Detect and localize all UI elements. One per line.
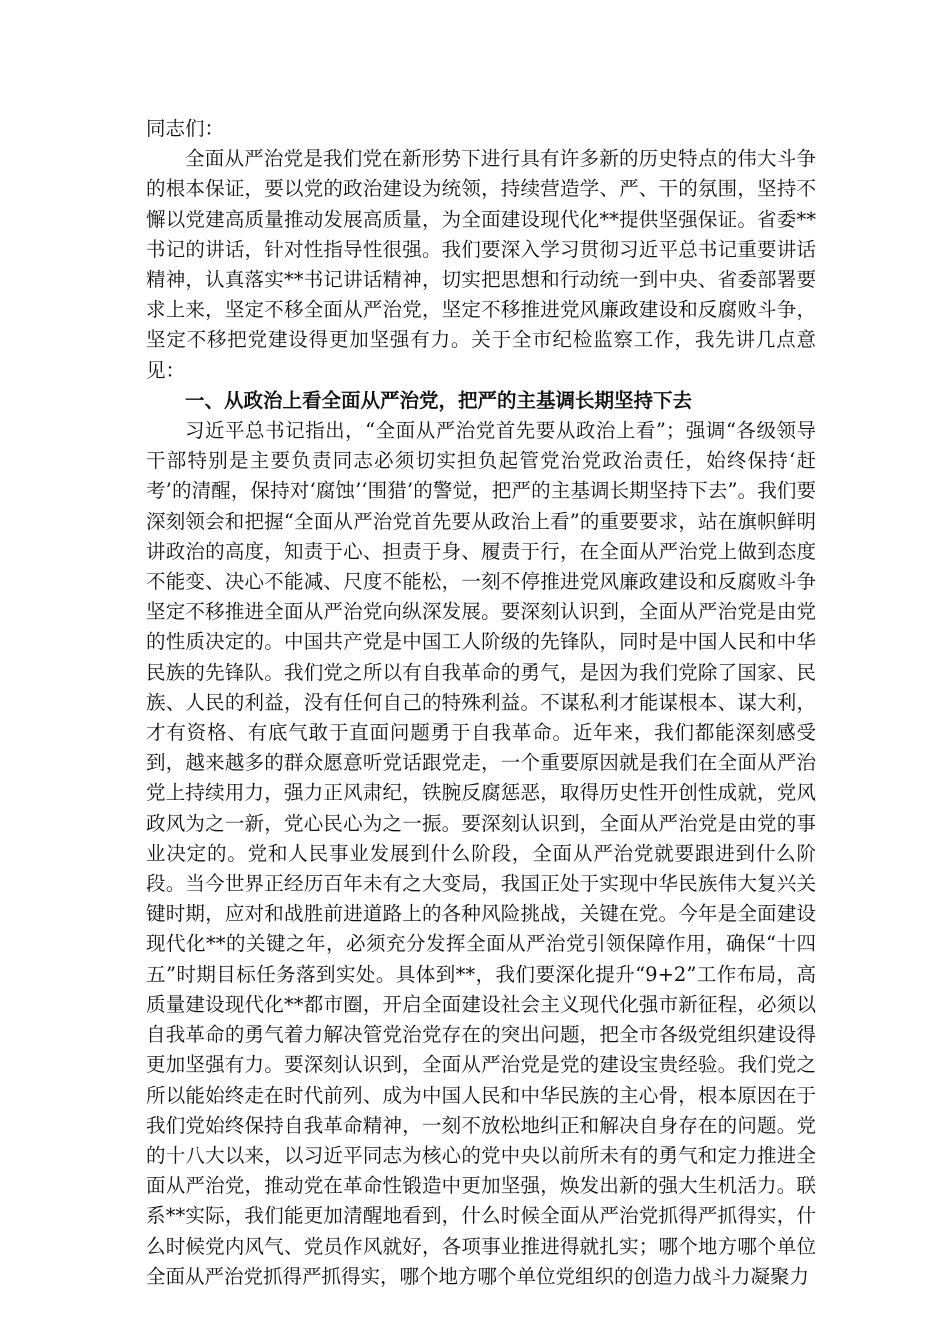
document-body: [146, 114, 816, 1292]
salutation: 同志们：: [146, 117, 225, 140]
intro-paragraph: 全面从严治党是我们党在新形势下进行具有许多新的历史特点的伟大斗争的根本保证，要以党的政治建设为统领，持续营造学、严、干的氛围，坚持不懈以党建高质量推动发展高质量，为全面建设现代化**提供坚强保证。省委**书记的讲话，针对性指导性很强。我们要深入学习贯彻习近平总书记重要讲话精神，认真落实**书记讲话精神，切实把思想和行动统一到中央、省委部署要求上来，坚定不移全面从严治党，坚定不移推进党风廉政建设和反腐败斗争，坚定不移把党建设得更加坚强有力。关于全市纪检监察工作，我先讲几点意见：: [146, 147, 816, 382]
section-paragraph: 习近平总书记指出，“全面从严治党首先要从政治上看”；强调“各级领导干部特别是主要负责同志必须切实担负起管党治党政治责任，始终保持‘赶考’的清醒，保持对‘腐蚀’‘围猎’的警觉，把严的主基调长期坚持下去”。我们要深刻领会和把握“全面从严治党首先要从政治上看”的重要要求，站在旗帜鲜明讲政治的高度，知责于心、担责于身、履责于行，在全面从严治党上做到态度不能变、决心不能减、尺度不能松，一刻不停推进党风廉政建设和反腐败斗争坚定不移推进全面从严治党向纵深发展。要深刻认识到，全面从严治党是由党的性质决定的。中国共产党是中国工人阶级的先锋队，同时是中国人民和中华民族的先锋队。我们党之所以有自我革命的勇气，是因为我们党除了国家、民族、人民的利益，没有任何自己的特殊利益。不谋私利才能谋根本、谋大利，才有资格、有底气敢于直面问题勇于自我革命。近年来，我们都能深刻感受到，越来越多的群众愿意听党话跟党走，一个重要原因就是我们在全面从严治党上持续用力，强力正风肃纪，铁腕反腐惩恶，取得历史性开创性成就，党风政风为之一新，党心民心为之一振。要深刻认识到，全面从严治党是由党的事业决定的。党和人民事业发展到什么阶段，全面从严治党就要跟进到什么阶段。当今世界正经历百年未有之大变局，我国正处于实现中华民族伟大复兴关键时期，应对和战胜前进道路上的各种风险挑战，关键在党。今年是全面建设现代化**的关键之年，必须充分发挥全面从严治党引领保障作用，确保“十四五”时期目标任务落到实处。具体到**，我们要深化提升“9+2”工作布局，高质量建设现代化**都市圈，开启全面建设社会主义现代化强市新征程，必须以自我革命的勇气着力解决管党治党存在的突出问题，把全市各级党组织建设得更加坚强有力。要深刻认识到，全面从严治党是党的建设宝贵经验。我们党之所以能始终走在时代前列、成为中国人民和中华民族的主心骨，根本原因在于我们党始终保持自我革命精神，一刻不放松地纠正和解决自身存在的问题。党的十八大以来，以习近平同志为核心的党中央以前所未有的勇气和定力推进全面从严治党，推动党在革命性锻造中更加坚强，焕发出新的强大生机活力。联系**实际，我们能更加清醒地看到，什么时候全面从严治党抓得严抓得实，什么时候党内风气、党员作风就好，各项事业推进得就扎实；哪个地方哪个单位全面从严治党抓得严抓得实，哪个地方哪个单位党组织的创造力战斗力凝聚力: [146, 419, 816, 1288]
section-heading: 一、从政治上看全面从严治党，把严的主基调长期坚持下去: [185, 388, 693, 412]
